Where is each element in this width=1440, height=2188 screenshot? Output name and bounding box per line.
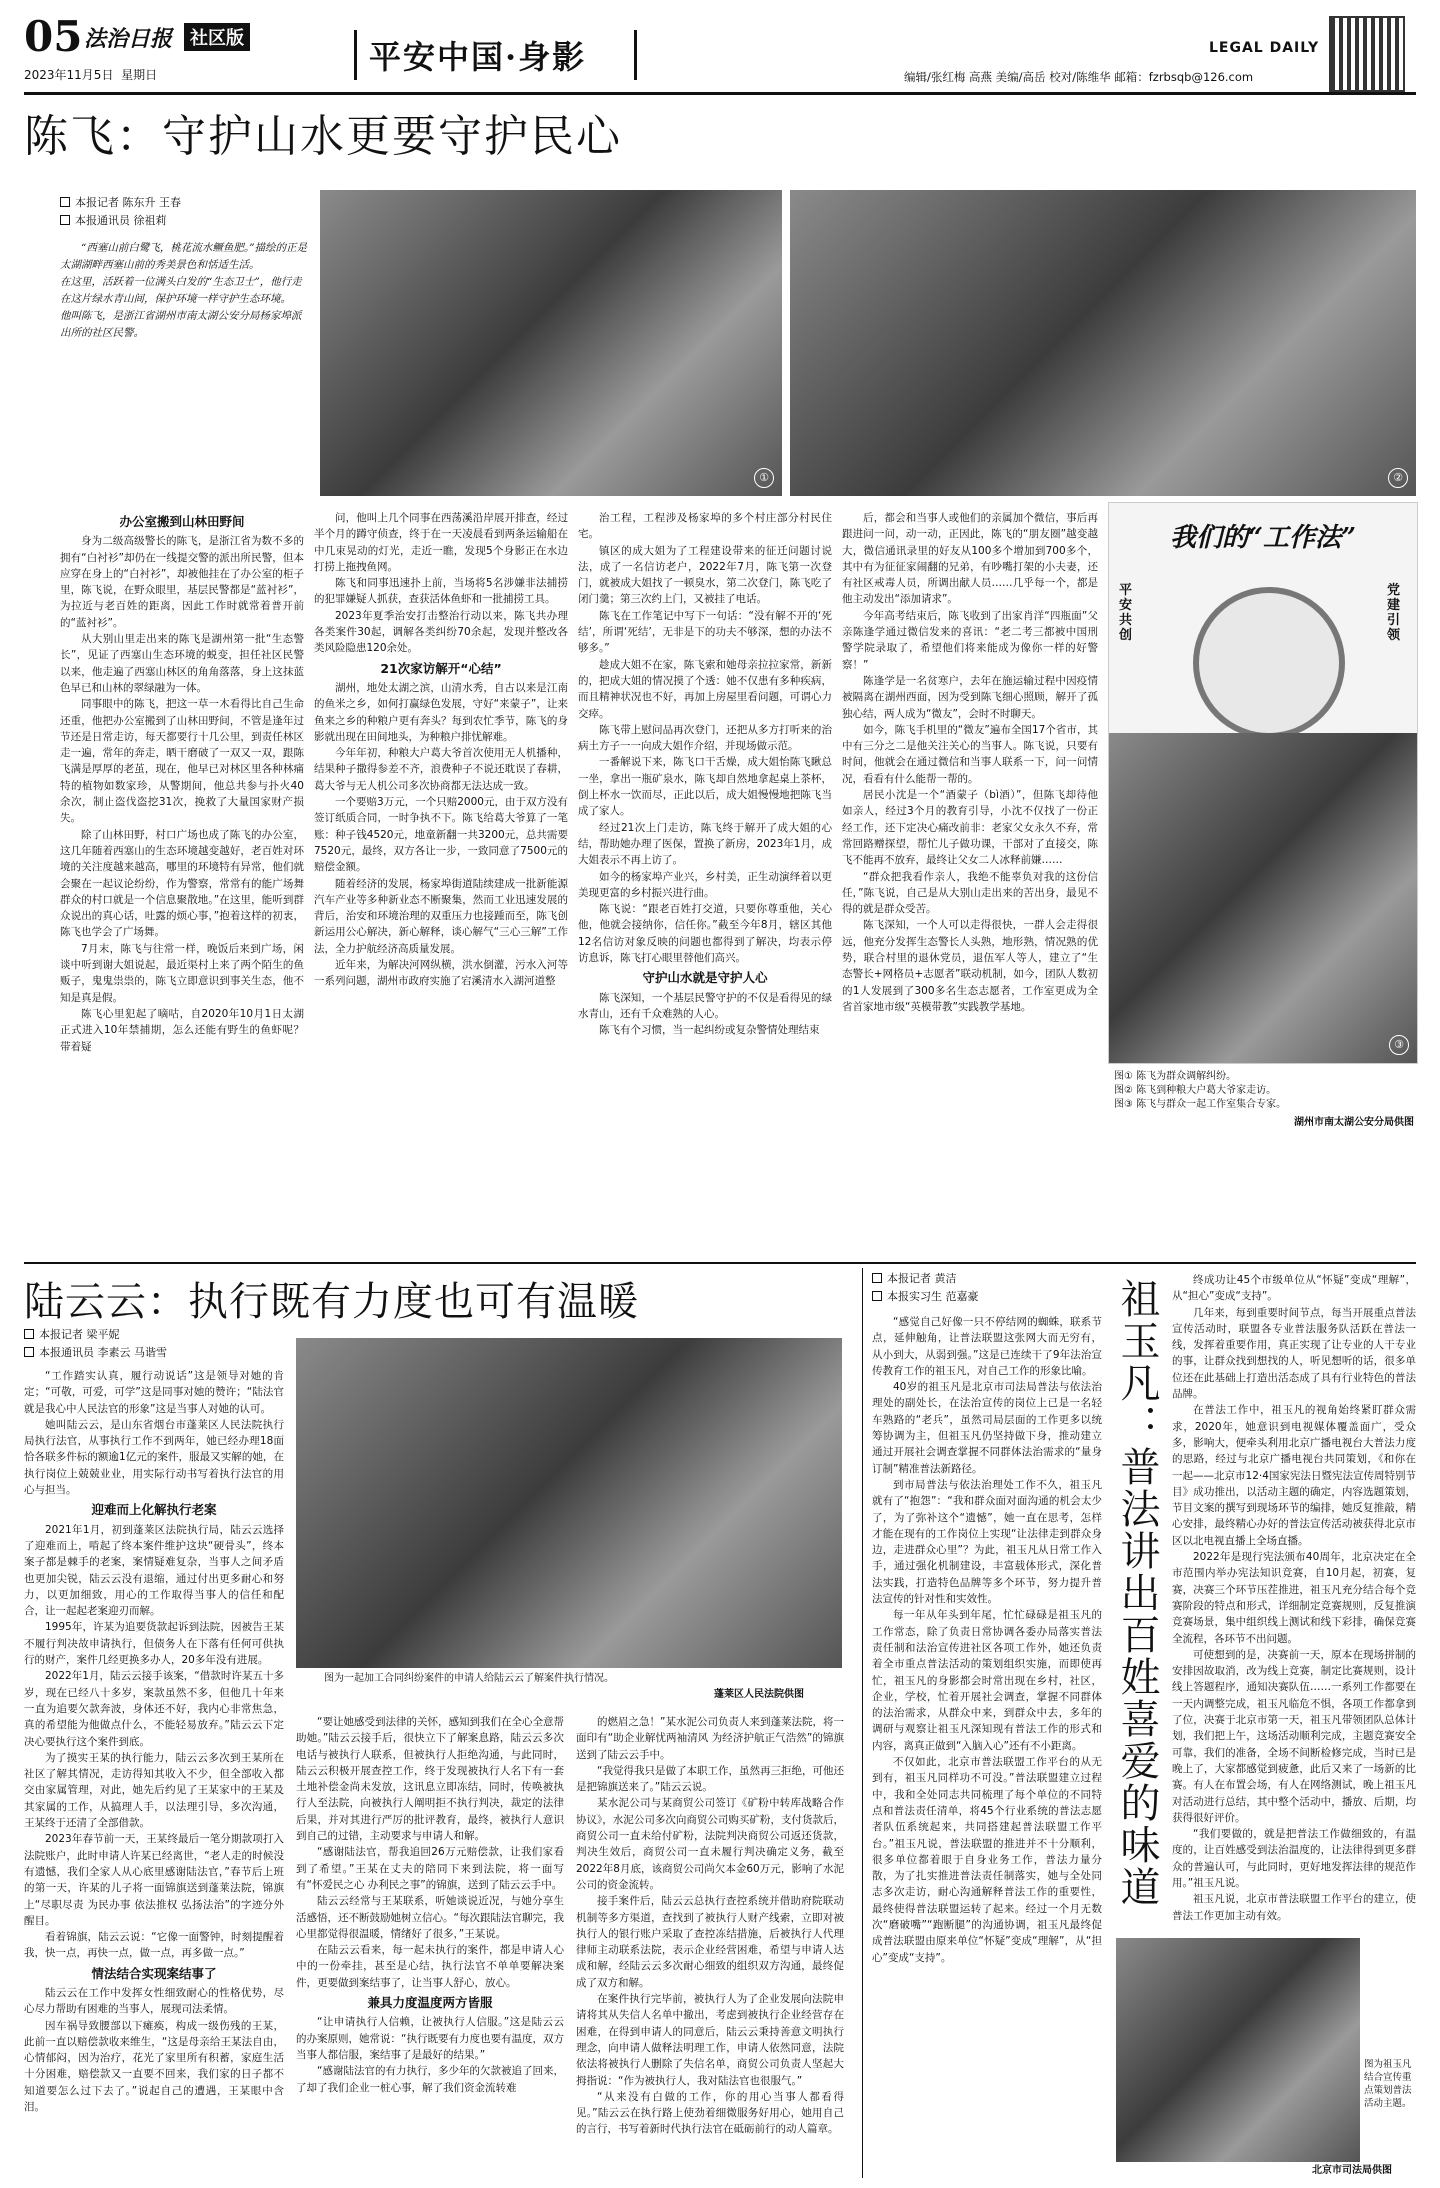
- subheading-2: 情法结合实现案结事了: [91, 1965, 217, 1981]
- photo-credit: 湖州市南太湖公安分局供图: [1294, 1117, 1414, 1128]
- paragraph: 在陆云云看来，每一起未执行的案件，都是申请人心中的一份牵挂，甚至是心结，执行法官不单单要解决案件，更要做到案结事了，让当事人舒心，放心。: [296, 1944, 564, 1989]
- caption-2: 图② 陈飞到种粮大户葛大爷家走访。: [1114, 1085, 1277, 1096]
- weekday-text: 星期日: [121, 68, 158, 82]
- date-text: 2023年11月5日: [24, 68, 114, 82]
- column-1: [60, 510, 304, 1250]
- paragraph: 一个要赔3万元，一个只赔2000元，由于双方没有签订纸质合同，一时争执不下。陈飞给葛大爷算了一笔账：种子钱4520元，地童新翻一共3200元，总共需要7520元，最终，双方各让一步，一致同意了7500元的赔偿金额。: [314, 796, 568, 874]
- header-divider-left: [354, 30, 357, 80]
- photo-number-1: ①: [754, 468, 774, 488]
- paragraph: 陈飞说：“跟老百姓打交道，只要你尊重他，关心他，他就会接纳你，信任你。”截至今年8月，辖区其他12名信访对象反映的问题也都得到了解决，均表示停访息诉，陈飞打心眼里替他们高兴。: [578, 903, 832, 965]
- photo-number-2: ②: [1388, 468, 1408, 488]
- paragraph: 随着经济的发展，杨家埠街道陆续建成一批新能源汽车产业等多种新业态不断聚集，然而工业迅速发展的背后，治安和环境治理的双重压力也接踵而至，陈飞创新运用公心解决，新心解释，谈心解气“三心三解”工作法，全力护航经济高质量发展。: [314, 877, 568, 955]
- column-1: [872, 1314, 1102, 2170]
- paragraph: “从来没有白做的工作，你的用心当事人都看得见。”陆云云在执行路上使劲着细微服务好用心，她用自己的言行，书写着新时代执行法官在砥砺前行的动人篇章。: [576, 2090, 844, 2136]
- paragraph: 后，都会和当事人或他们的亲属加个微信，事后再跟进问一问，动一动，正因此，陈飞的“朋友圈”越变越大，微信通讯录里的好友从100多个增加到700多个，其中有为征征家闹翻的兄弟，有吵嘴打架的小夫妻，还有社区戒毒人员，所调出献人员……几乎每一个，都是他主动发出“添加请求”。: [842, 512, 1098, 606]
- paragraph: 身为二级高级警长的陈飞，是浙江省为数不多的拥有“白衬衫”却仍在一线提交警的派出所民警，但本应穿在身上的“白衬衫”，却被他挂在了办公室的柜子里，陈飞说，在野众眼里，基层民警都是“蓝衬衫”，为拉近与老百姓的距离，因此工作时就常着普开前的“蓝衬衫”。: [60, 535, 304, 629]
- paragraph: 陈飞在工作笔记中写下一句话：“没有解不开的‘死结’，所谓‘死结’，无非是下的功夫不够深，想的办法不够多。”: [578, 609, 832, 655]
- paragraph: 陈飞深知，一个基层民警守护的不仅是看得见的绿水青山，还有千众难熟的人心。: [578, 991, 832, 1020]
- paragraph: 陈飞带上慰问品再次登门，还把从多方打听来的治病土方子一一向成大姐作介绍，并现场做示范。: [578, 723, 832, 753]
- paragraph: 从大别山里走出来的陈飞是湖州第一批“生态警长”，见证了西塞山生态环境的蜕变，担任社区民警以来，他走遍了西塞山林区的角角落落，身上这抹蓝色早已和山林的翠绿融为一体。: [60, 633, 304, 694]
- paragraph: 不仅如此，北京市普法联盟工作平台的从无到有，祖玉凡同样功不可没。”普法联盟建立过程中，我和全处同志共同梳理了每个单位的不同特点和普法责任清单，将45个行业系统的普法志愿者队伍系统起来，共同搭建起普法联盟工作平台。”祖玉凡说，普法联盟的推进并不十分顺利，很多单位都着眼于自身业务工作，普法力量分散，为了扎实推进普法责任制落实，她与全处同志多次走访，耐心沟通解释普法工作的重要性，最终使得普法联盟运转了起来。经过一个月无数次“磨破嘴”“跑断腿”的沟通协调，祖玉凡最终促成普法联盟由原来单位“怀疑”变成“理解”，从“担心”变成“支持”。: [872, 1756, 1102, 1964]
- paragraph: 因车祸导致腰部以下瘫痪，构成一级伤残的王某，此前一直以赔偿款收来维生，“这是母亲给王某法自由，心情郁闷，因为治疗，花光了家里所有积蓄，家庭生活十分困难，赔偿款又一直要不回来，我们家的日子都不知道要怎么过下去了。”说起自己的遭遇，王某眼中含泪。: [24, 2019, 284, 2114]
- paragraph: “感觉自己好像一只不停结网的蜘蛛，联系节点，延伸触角，让普法联盟这张网大而无穷有，从小到大，从弱到强。”这是已连续干了9年法治宣传教育工作的祖玉凡，对自己工作的形象比喻。: [872, 1316, 1102, 1377]
- paragraph: 一番解说下来，陈飞口干舌燥，成大姐怡陈飞瞅总一坐，拿出一瓶矿泉水，陈飞却自然地拿起桌上茶杯，倒上杯水一饮而尽，正此以后，成大姐慢慢地把陈飞当成了家人。: [578, 756, 832, 818]
- column-title: 平安中国·身影: [369, 38, 587, 76]
- label-party: 党建引领: [1387, 583, 1401, 643]
- column-1: [24, 1368, 284, 2168]
- paragraph: 2022年1月，陆云云接手该案，“借款时许某五十多岁，现在已经八十多岁，案款虽然不多，但他几十年来一直为追要欠款奔波，身体还不好，我内心非常焦急，真的希望能为他做点什么，不能轻易放弃。”陆云云下定决心要执行这个案件到底。: [24, 1670, 284, 1748]
- paragraph: 问，他叫上几个同事在西荡溪沿岸展开排查，经过半个月的蹲守侦查，终于在一天凌晨看到两条运输船在中几束晃动的灯光，走近一瞧，发现5个身影正在水边打捞上拖拽鱼网。: [314, 512, 568, 573]
- paragraph: 治工程，工程涉及杨家埠的多个村庄部分村民住宅。: [578, 512, 832, 541]
- paragraph: “让申请执行人信赖，让被执行人信服。”这是陆云云的办案原则，她常说：“执行既要有力度也要有温度，双方当事人都信服，案结事了是最好的结果。”: [296, 2016, 564, 2061]
- paragraph: 陆云云在工作中发挥女性细致耐心的性格优势，尽心尽力帮助有困难的当事人，展现司法柔情。: [24, 1986, 284, 2016]
- header-divider-right: [634, 30, 637, 80]
- paragraph: 陆云云经常与王某联系，听她谈说近况，与她分享生活感悟，还不断鼓励她树立信心。“每次跟陆法官聊完，我心里都觉得很温暖，情绪好了很多，”王某说。: [296, 1895, 564, 1940]
- paragraph: 镇区的成大姐为了工程建设带来的征迁问题讨说法，成了一名信访老户，2022年7月，陈飞第一次登门，就被成大姐找了一顿臭水，第二次登门，陈飞吃了闭门羹；第三次约上门，又被挂了电话。: [578, 544, 832, 606]
- header-rule: [24, 92, 1416, 95]
- paragraph: 湖州，地处太湖之滨，山清水秀，自古以来是江南的鱼米之乡，如何打赢绿色发展，守好“来蒙子”，让来鱼来之乡的种粮户更有奔头？每到农忙季节，陈飞的身影就出现在田间地头，为种粮户排忧解难。: [314, 681, 568, 743]
- work-method-panel: [1108, 502, 1418, 1064]
- paragraph: 她叫陆云云，是山东省烟台市蓬莱区人民法院执行局执行法官，从事执行工作不到两年，她已经办理18面恰各联多件标的额逾1亿元的案件，服最又实解的她，在执行岗位上兢兢业业，用实际行动书写着执行法官的用心与担当。: [24, 1418, 284, 1497]
- paragraph: 祖玉凡说，北京市普法联盟工作平台的建立，使普法工作更加主动有效。: [1172, 1893, 1416, 1922]
- paragraph: “工作踏实认真，履行动说话”这是领导对她的肯定；“可敬，可爱，可学”这是同事对她的赞许；“陆法官就是我心中人民法官的形象”这是当事人对她的认可。: [24, 1370, 284, 1415]
- paper-name: 法治日报: [84, 26, 173, 52]
- label-safety: 平安共创: [1119, 583, 1133, 643]
- subheading-3: 兼具力度温度两方皆服: [367, 1995, 493, 2011]
- article-title: 陈飞：守护山水更要守护民心: [24, 112, 622, 161]
- paragraph: 2023年春节前一天，王某终最后一笔分期款项打入法院账户，此时申请人许某已经离世，“老人走的时候没有遗憾，我们全家人从心底里感谢陆法官，”春节后上班的第一天，许某的儿子将一面锦旗送到蓬莱法院，锦旗上“尽职尽责 为民办事 依法推权 弘扬法治”的字迹分外醒目。: [24, 1833, 284, 1927]
- byline-box: [872, 1270, 1102, 1306]
- section-name: 社区版: [184, 23, 250, 51]
- column-3: [576, 1714, 844, 2170]
- paragraph: 40岁的祖玉凡是北京市司法局普法与依法治理处的副处长，在法治宣传的岗位上已是一名轻车熟路的“老兵”，虽然司局层面的工作更多以统筹协调为主，但祖玉凡仍坚持做下身，推动建立通过开展社会调查掌握不同群体法治需求的“量身订制”精准普法新路径。: [872, 1381, 1102, 1475]
- article-lu-yunyun: [24, 1268, 854, 2178]
- byline-reporter: 本报记者 梁平妮: [24, 1326, 284, 1344]
- photo-courtroom: [296, 1338, 842, 1668]
- byline-correspondent: 本报通讯员 徐祖莉: [60, 212, 310, 230]
- paragraph: 陈逢学是一名贫寒户，去年在施运输过程中因疫情被隔离在湖州西面，因为受到陈飞细心照顾，解开了孤独心结，两人成为“微友”，会时不时聊天。: [842, 674, 1098, 720]
- paragraph: 为了摸实王某的执行能力，陆云云多次到王某所在社区了解其情况，走访得知其收入不少，但全部收入都交由家属管理，对此，她先后约见了王某家中的王某及其家属的工作，从搞理人手，以法理引导，多次沟通，王某终于还清了全部借款。: [24, 1751, 284, 1830]
- photo-caption: 图为祖玉凡结合宣传重点策划普法活动主题。: [1364, 2059, 1412, 2109]
- paragraph: “我们要做的，就是把普法工作做细致的，有温度的，让百姓感受到法治温度的，让法律得到更多群众的普遍认可，与此同时，更好地发挥法律的规范作用。”祖玉凡说。: [1172, 1828, 1416, 1889]
- paragraph: 如今的杨家埠产业兴，乡村美，正生动演绎着以更美现更富的乡村振兴进行曲。: [578, 870, 832, 899]
- editors-line: 编辑/张红梅 高燕 美编/高岳 校对/陈维华 邮箱：fzrbsqb@126.com: [904, 70, 1254, 84]
- paragraph: 在案件执行完毕前，被执行人为了企业发展向法院申请将其从失信人名单中撤出，考虑到被执行企业经营存在困难，在得到申请人的同意后，陆云云秉持善意文明执行理念，向申请人做释法明理工作，申请人依然同意，法院依法将被执行人删除了失信名单，商贸公司负责人坚起大拇指说：“作为被执行人，我对陆法官也很服气。”: [576, 1993, 844, 2087]
- byline-box: [60, 194, 310, 342]
- article-lead: “西塞山前白鹭飞，桃花流水鳜鱼肥。”描绘的正是太湖湖畔西塞山前的秀美景色和恬适生活。 在这里，活跃着一位满头白发的“生态卫士”，他行走在这片绿水青山间，保护环境一样守护生态环境。 他叫陈飞，是浙江省湖州市南太湖公安分局杨家埠派出所的社区民警。: [60, 242, 307, 339]
- paragraph: 每一年从年头到年尾，忙忙碌碌是祖玉凡的工作常态，除了负责日常协调各委办局落实普法责任制和法治宣传进社区各项工作外，她还负责着全市重点普法活动的策划组织实施，而即使再忙，祖玉凡的身影都会时常出现在乡村，社区，企业，学校，忙着开展社会调查，掌握不同群体的法治需求，从群众中来，到群众中去，多年的调研与观察让祖玉凡深知现有普法工作的形式和内容，离真正做到“入脑入心”还有不小距离。: [872, 1609, 1102, 1752]
- paragraph: 几年来，每到重要时间节点，每当开展重点普法宣传活动时，联盟各专业普法服务队活跃在普法一线，发挥着重要作用，真正实现了让专业的人干专业的事，让群众找到想找的人，听见想听的话，很多单位还在此基础上打造出活态成了具有行业特色的普法品牌。: [1172, 1306, 1416, 1401]
- paragraph: 近年来，为解决河网纵横，洪水倒灌，污水入河等一系列问题，湖州市政府实施了宕溪清水入湖河道整: [314, 959, 568, 988]
- column-2: [296, 1714, 564, 2170]
- paragraph: 2021年1月，初到蓬莱区法院执行局，陆云云选择了迎难而上，啃起了终本案件维护这块“硬骨头”，终本案子都是棘手的老案，案情疑难复杂，当事人之间矛盾也更加尖锐，陆云云没有退缩，通过付出更多耐心和努力，以更加细致，用心的工作取得当事人的信任和配合，让一起起老案迎刃而解。: [24, 1523, 284, 1618]
- paragraph: “感谢陆法官，帮我追回26万元赔偿款，让我们家看到了希望。”王某在丈夫的陪同下来到法院，将一面写有“怀爱民之心 办利民之事”的锦旗，送到了陆云云手中。: [296, 1846, 564, 1891]
- paragraph: 接手案件后，陆云云总执行查控系统并借助府院联动机制等多方渠道，查找到了被执行人财产线索，立即对被执行人的银行账户采取了查控冻结措施，后被执行人代理律师主动联系法院，表示企业经营困难，希望与申请人达成和解，经陆云云多次耐心细致的组织双方沟通，最终促成了双方和解。: [576, 1895, 844, 1989]
- article-zu-yufan: [872, 1268, 1416, 2178]
- legal-daily-en: LEGAL DAILY: [1209, 40, 1320, 56]
- paragraph: 陈飞深知，一个人可以走得很快，一群人会走得很远，他充分发挥生态警长人头熟，地形熟，情况熟的优势，联合村里的退休党员，退伍军人等人，建立了“生态警长+网格员+志愿者”联动机制，如今，团队人数初的1人发展到了300多名生态志愿者，工作室更成为全省首家地市级“英模带教”实践教学基地。: [842, 919, 1098, 1013]
- paragraph: 陈飞心里犯起了嘀咕，自2020年10月1日太湖正式进入10年禁捕期，怎么还能有野生的鱼虾呢？带着疑: [60, 1007, 304, 1053]
- photo-zu-yufan: [1116, 1938, 1360, 2162]
- subheading-3: 守护山水就是守护人心: [642, 970, 768, 986]
- column-2: [314, 510, 568, 1250]
- section-divider: [24, 1262, 1416, 1264]
- work-method-title: 我们的“工作法”: [1170, 523, 1356, 553]
- paragraph: 今年年初，种粮大户葛大爷首次使用无人机播种，结果种子撒得参差不齐，浪费种子不说还耽误了春耕，葛大爷与无人机公司多次协商都无法达成一致。: [314, 747, 568, 792]
- issue-date: [24, 66, 157, 83]
- paragraph: “感谢陆法官的有力执行，多少年的欠款被追了回来，了却了我们企业一桩心事，解了我们资金流转难: [296, 2065, 564, 2094]
- paragraph: 的燃眉之急！”某水泥公司负责人来到蓬莱法院，将一面印有“助企业解忧两袖清风 为经济护航正气浩然”的锦旗送到了陆云云手中。: [576, 1716, 844, 1761]
- paragraph: 7月末，陈飞与往常一样，晚饭后来到广场，闲谈中听到谢大姐说起，最近渠村上来了两个陌生的鱼贩子，鬼鬼祟祟的，陈飞立即意识到事关生态，他不知是真是假。: [60, 942, 304, 1004]
- paragraph: 除了山林田野，村口广场也成了陈飞的办公室，这几年随着西塞山的生态环境越变越好，老百姓对环境的关注度越来越高，哪里的环境特有异常，他们就会聚在一起议论纷纷，作为警察，常常有的能广场舞群众的村口就是一个信息聚散地。”在这里，能听到群众说出的真心话，吐露的烦心事，”抱着这样的初衷，陈飞也学会了广场舞。: [60, 828, 304, 939]
- paragraph: “我觉得我只是做了本职工作，虽然再三拒绝，可他还是把锦旗送来了。”陆云云说。: [576, 1764, 844, 1794]
- qr-code: [1329, 16, 1405, 92]
- column-4: [842, 510, 1098, 1250]
- paragraph: 2022年是现行宪法颁布40周年，北京决定在全市范围内举办宪法知识竞赛，自10月起，初赛，复赛，决赛三个环节压茬推进，祖玉凡充分结合每个竞赛阶段的特点和形式，详细制定竞赛规则，反复推演竞赛场景，集中组织线上测试和线下彩排，确保竞赛全流程，各环节不出问题。: [1172, 1551, 1416, 1645]
- photo-1: [320, 190, 782, 496]
- subheading-2: 21次家访解开“心结”: [380, 660, 502, 676]
- photo-2: [790, 190, 1416, 496]
- vertical-divider: [862, 1268, 863, 2178]
- byline-box: [24, 1326, 284, 1362]
- article-chen-fei: [24, 100, 1416, 1260]
- paragraph: 同事眼中的陈飞，把这一草一木看得比自己生命还重，他把办公室搬到了山林田野间，不管是逢年过节还是日常走访，每天都要行十几公里，到责任林区走一遍，常年的奔走，晒干磨破了一双又一双，跟陈飞满是厚厚的老茧，现在，他早已对林区里各种林痛特的植物如数家珍，从警期间，他总共参与扑火40余次，制止盗伐盗挖31次，挽救了大量国家财产损失。: [60, 698, 304, 825]
- caption-1: 图① 陈飞为群众调解纠纷。: [1114, 1071, 1237, 1082]
- paragraph: 经过21次上门走访，陈飞终于解开了成大姐的心结，帮助她办理了医保，置换了新房，2023年1月，成大姐表示不再上访了。: [578, 821, 832, 867]
- caption-3: 图③ 陈飞与群众一起工作室集合专家。: [1114, 1099, 1287, 1110]
- method-circle: [1193, 587, 1345, 739]
- byline-reporter: 本报记者 黄洁: [872, 1270, 1102, 1288]
- paragraph: 某水泥公司与某商贸公司签订《矿粉中转库战略合作协议》，水泥公司多次向商贸公司购买矿粉，支付货款后，商贸公司一直未给付矿粉，法院判决商贸公司返还货款，判决生效后，商贸公司一直未履行判决确定义务，截至2022年8月底，该商贸公司尚欠本金60万元，影响了水泥公司的资金流转。: [576, 1797, 844, 1891]
- byline-reporter: 本报记者 陈东升 王春: [60, 194, 310, 212]
- paragraph: 看着锦旗，陆云云说：“它像一面警钟，时刻提醒着我，快一点，再快一点，做一点，再多做一点。”: [24, 1931, 284, 1960]
- paragraph: 在普法工作中，祖玉凡的视角始终紧盯群众需求，2020年，她意识到电视媒体覆盖面广，受众多，影响大，便牵头利用北京广播电视台大普法力度的思路，经过与北京广播电视台共同策划，《和你在一起——北京市12·4国家宪法日暨宪法宣传周特别节目》成功推出，以活动主题的确定，内容选题策划，节目文案的撰写到现场环节的编排，她反复推敲，精心安排，最终精心办好的普法宣传活动被获得北京市区以北电视直播上全场直播。: [1172, 1404, 1416, 1547]
- photo-3: [1109, 733, 1417, 1063]
- subheading-1: 办公室搬到山林田野间: [119, 514, 245, 529]
- paragraph: 陈飞和同事迅速扑上前，当场将5名涉嫌非法捕捞的犯罪嫌疑人抓获，查获活体鱼虾和一批捕捞工具。: [314, 577, 568, 606]
- photo-captions: [1114, 1070, 1414, 1130]
- paragraph: “要让她感受到法律的关怀，感知到我们在全心全意帮助她。”陆云云接手后，很快立下了解案息路，陆云云多次电话与被执行人联系，但被执行人拒绝沟通，与此同时，陆云云积极开展查控工作，终于发现被执行人名下有一套土地补偿金尚未发放，这讯息立即冻结，同时，传唤被执行人至法院，向被执行人阐明拒不执行判决，裁定的法律后果，并对其进行严厉的批评教育，最终，被执行人意识到自己的过错，主动要求与申请人和解。: [296, 1716, 564, 1843]
- subheading-1: 迎难而上化解执行老案: [91, 1502, 217, 1518]
- paragraph: 陈飞有个习惯，当一起纠纷或复杂警情处理结束: [599, 1024, 820, 1037]
- article-title-vertical: 祖玉凡：普法讲出百姓喜爱的味道: [1115, 1278, 1159, 1908]
- byline-correspondent: 本报通讯员 李素云 马谐雪: [24, 1344, 284, 1362]
- paragraph: 可使想到的是，决赛前一天，原本在现场拼制的安排因故取消，改为线上竞赛，制定比赛规则，设计线上答题程序，通知决赛队伍……一系列工作都要在一天内调整完成，祖玉凡临危不惧，各项工作都拿到了位，决赛于北京市第一天，祖玉凡带领团队总体计划，我们把上午，这场活动顺利完成，主题竞赛安全可靠，我们的准备，全场不间断检修完成，当时已是晚上了，大家都感觉到疲惫，此后又来了一场新的比赛。有人在布置会场，有人在网络测试，晚上祖玉凡对活动进行总结，其中整个活动中，播放、后期，均获得很好评价。: [1172, 1648, 1416, 1824]
- photo-number-3: ③: [1389, 1035, 1409, 1055]
- paragraph: “群众把我看作亲人，我绝不能辜负对我的这份信任，”陈飞说，自己是从大别山走出来的苦出身，最见不得的就是群众受苦。: [842, 870, 1098, 916]
- paragraph: 如今，陈飞手机里的“微友”遍布全国17个省市，其中有三分之二是他关注关心的当事人。陈飞说，只要有时间，他就会在通过微信和当事人联系一下，问一问情况，看看有什么能帮一帮的。: [842, 723, 1098, 785]
- paragraph: 今年高考结束后，陈飞收到了出家肖洋“四瓶面”父亲陈逢学通过微信发来的喜讯：“老二考三都被中国刑警学院录取了，希望他们将来能成为像你一样的好警察！”: [842, 609, 1098, 671]
- paragraph: 1995年，许某为追要货款起诉到法院，因被告王某不履行判决故申请执行，但债务人在下落有任何可供执行的财产，案件几经更换多办人，20多年没有进展。: [24, 1621, 284, 1667]
- photo-caption: 图为一起加工合同纠纷案件的申请人给陆云云了解案件执行情况。: [324, 1673, 614, 1684]
- page-number: 05: [24, 12, 83, 61]
- paragraph: 居民小沈是一个“酒蒙子（bì酒）”，但陈飞却待他如亲人，经过3个月的教育引导，小沈不仅找了一份正经工作，还下定决心痛改前非：老家父女永久不弃，常常回路赠探望，帮忙儿子做功课，干部对了直接交，陈飞不能再不放弃，最终让父女二人冰释前嫌……: [842, 789, 1098, 867]
- paragraph: 到市局普法与依法治理处工作不久，祖玉凡就有了“抱怨”：“我和群众面对面沟通的机会太少了，为了弥补这个“遗憾”，她一直在思考，怎样才能在现有的工作岗位上实现“让法律走到群众身边，走进群众心里”？为此，祖玉凡从日常工作入手，通过强化机制建设，丰富载体形式，深化普法实践，打造特色品牌等多个环节，努力提升普法宣传的针对性和实效性。: [872, 1478, 1102, 1606]
- photo-credit: 蓬莱区人民法院供图: [714, 1689, 804, 1700]
- paragraph: 趁成大姐不在家，陈飞索和她母亲拉拉家常，新新的，把成大姐的情况摸了个透：她不仅患有多种疾病，而且精神状况也不好，再加上房屋里看问题，可谓心力交瘁。: [578, 658, 832, 720]
- column-2: [1172, 1272, 1416, 1922]
- paragraph: 终成功让45个市级单位从“怀疑”变成“理解”，从“担心”变成“支持”。: [1172, 1274, 1416, 1303]
- photo-credit: 北京市司法局供图: [1312, 2165, 1392, 2176]
- article-title: 陆云云：执行既有力度也可有温暖: [24, 1280, 639, 1324]
- paragraph: 2023年夏季治安打击整治行动以来，陈飞共办理各类案件30起，调解各类纠纷70余起，发现并整改各类风险隐患120余处。: [314, 609, 568, 655]
- byline-intern: 本报实习生 范嘉豪: [872, 1288, 1102, 1306]
- column-3: [578, 510, 832, 1250]
